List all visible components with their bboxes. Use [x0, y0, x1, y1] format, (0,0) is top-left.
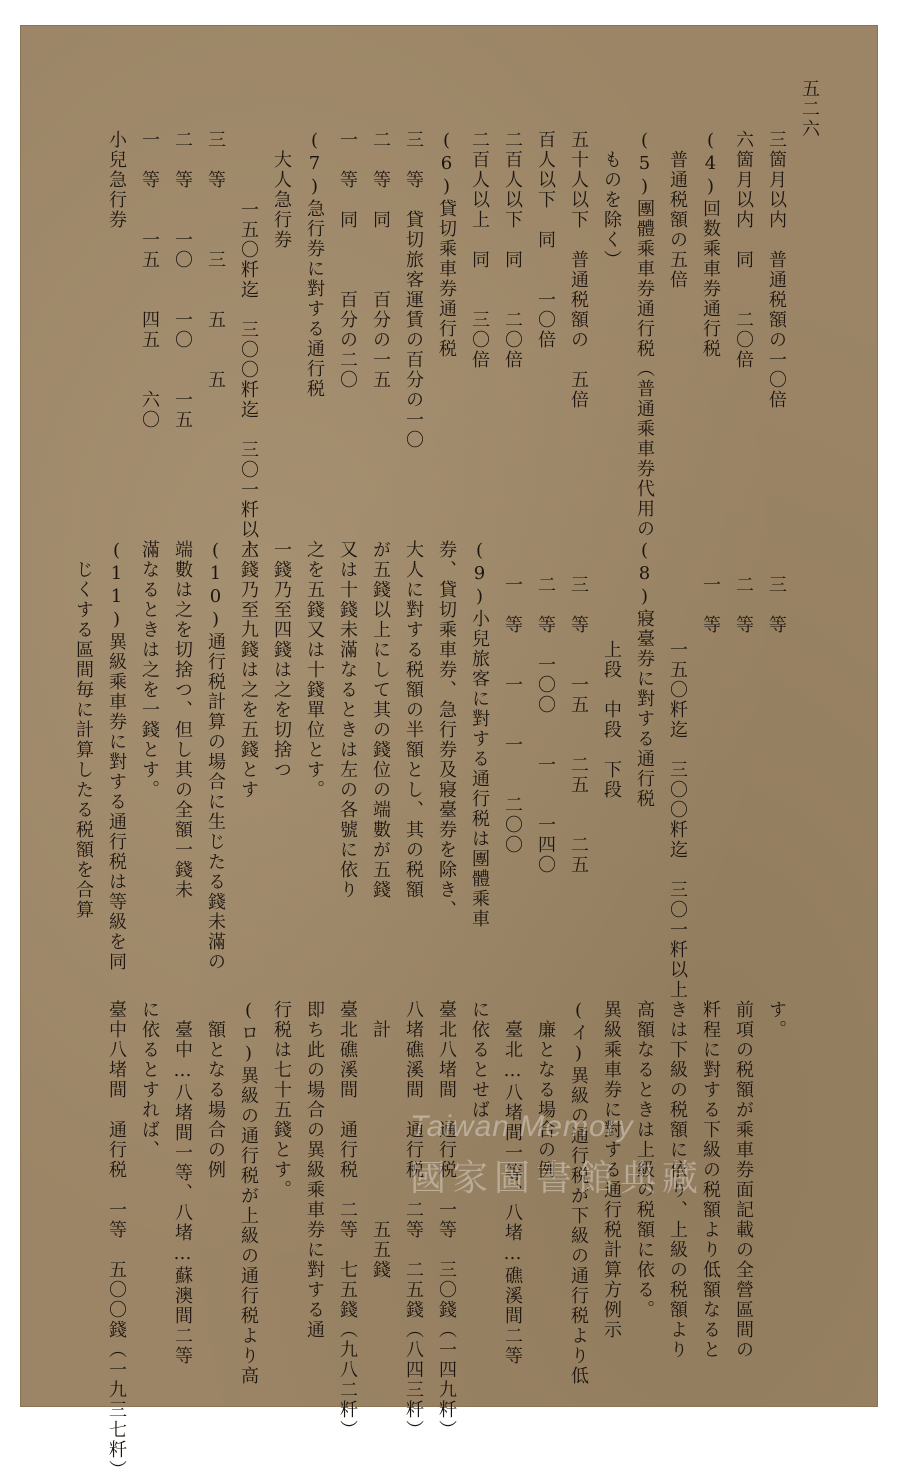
- watermark: [410, 1110, 704, 1201]
- text-column: 百人以下 同 一〇倍: [535, 130, 556, 350]
- watermark-english: Taiwan Memory: [410, 1110, 634, 1143]
- text-column: (8)寢臺券に對する通行税: [634, 540, 655, 809]
- text-column: 異級乘車券に對する通行税計算方例示: [601, 1000, 622, 1340]
- text-column: 端數は之を切捨つ、但し其の全額一錢未: [172, 540, 193, 900]
- text-column: 一 等: [700, 575, 721, 635]
- text-column: (イ)異級の通行税が下級の通行税より低: [568, 1000, 589, 1386]
- text-column: 一錢乃至四錢は之を切捨つ: [271, 540, 292, 780]
- text-column: 普通税額の五倍: [667, 150, 688, 290]
- text-column: 二百人以上 同 三〇倍: [469, 130, 490, 370]
- text-column: 臺北礁溪間 通行税 二等 七五錢（九八二粁）: [337, 1000, 358, 1440]
- text-column: 三 等 三 五 五: [205, 130, 226, 390]
- text-column: 二 等 同 百分の一五: [370, 130, 391, 390]
- text-column: に依るとすれば、: [139, 1000, 160, 1160]
- text-column: (ロ)異級の通行税が上級の通行税より高: [238, 1000, 259, 1386]
- text-column: 前項の税額が乘車券面記載の全營區間の: [733, 1000, 754, 1360]
- text-column: 額となる場合の例: [205, 1020, 226, 1180]
- text-column: 滿なるときは之を一錢とす。: [139, 540, 160, 800]
- text-column: 二百人以下 同 二〇倍: [502, 130, 523, 370]
- text-column: が五錢以上にして其の錢位の端數が五錢: [370, 540, 391, 900]
- text-column: 六箇月以内 同 二〇倍: [733, 130, 754, 370]
- text-column: 一 等 一五 四五 六〇: [139, 130, 160, 430]
- page-number: 五二六: [799, 79, 820, 139]
- text-column: 一五〇粁迄 三〇〇粁迄 三〇一粁以上: [238, 200, 259, 560]
- text-column: 六錢乃至九錢は之を五錢とす: [238, 540, 259, 800]
- text-column: 計 五五錢: [370, 1000, 391, 1280]
- text-column: 三 等 貸切旅客運賃の百分の一〇: [403, 130, 424, 450]
- text-column: 粁程に對する下級の税額より低額なると: [700, 1000, 721, 1360]
- text-column: (4)回数乘車券通行税: [700, 130, 721, 359]
- text-column: 大人急行券: [271, 150, 292, 250]
- text-column: 一 等 同 百分の二〇: [337, 130, 358, 390]
- text-column: 二 等 一〇〇 一 一四〇: [535, 575, 556, 875]
- document-page: [20, 25, 878, 1480]
- text-column: 券、貸切乘車券、急行券及寢臺券を除き、: [436, 540, 457, 920]
- text-column: 又は十錢未滿なるときは左の各號に依り: [337, 540, 358, 900]
- text-column: 三 等: [766, 575, 787, 635]
- text-column: 高額なるときは上級の税額に依る。: [634, 1000, 655, 1320]
- text-column: 三箇月以内 普通税額の一〇倍: [766, 130, 787, 410]
- text-column: 二 等 一〇 一〇 一五: [172, 130, 193, 430]
- watermark-chinese: 國家圖書館典藏: [410, 1158, 705, 1199]
- text-column: 即ち此の場合の異級乘車券に對する通: [304, 1000, 325, 1340]
- text-column: じくする區間毎に計算したる税額を合算: [73, 560, 94, 920]
- text-column: 廉となる場合の例: [535, 1020, 556, 1180]
- text-column: 臺北八堵間 通行税 一等 三〇錢（一四九粁）: [436, 1000, 457, 1440]
- text-column: に依るとせば: [469, 1000, 490, 1120]
- text-column: 五十人以下 普通税額の 五倍: [568, 130, 589, 410]
- text-column: きは下級の税額に依り、上級の税額より: [667, 1000, 688, 1360]
- text-column: 八堵礁溪間 通行税 二等 二五錢（八四三粁）: [403, 1000, 424, 1440]
- text-column: ものを除く）: [601, 150, 622, 270]
- text-column: 臺中八堵間 通行税 一等 五〇〇錢（一九三七粁）: [106, 1000, 127, 1480]
- text-column: 臺中…八堵間一等、八堵…蘇澳間二等: [172, 1020, 193, 1366]
- text-column: 行税は七十五錢とす。: [271, 1000, 292, 1200]
- text-column: (10)通行税計算の場合に生じたる錢未滿の: [205, 540, 226, 972]
- text-column: 之を五錢又は十錢單位とす。: [304, 540, 325, 800]
- text-column: 二 等: [733, 575, 754, 635]
- text-column: す。: [766, 1000, 787, 1040]
- text-column: (11)異級乘車券に對する通行税は等級を同: [106, 540, 127, 972]
- text-column: 一 等 一 一 二〇〇: [502, 575, 523, 855]
- text-column: 臺北…八堵間一等、八堵…礁溪間二等: [502, 1020, 523, 1366]
- text-column: 小兒急行券: [106, 130, 127, 230]
- text-column: (5)團體乘車券通行税（普通乘車券代用の: [634, 130, 655, 539]
- text-column: (7)急行券に對する通行税: [304, 130, 325, 399]
- text-column: 三 等 一五 二五 二五: [568, 575, 589, 875]
- text-column: (6)貸切乘車券通行税: [436, 130, 457, 359]
- text-column: 上段 中段 下段: [601, 640, 622, 800]
- text-column: 大人に對する税額の半額とし、其の税額: [403, 540, 424, 900]
- text-column: 一五〇粁迄 三〇〇粁迄 三〇一粁以上: [667, 640, 688, 1000]
- text-column: (9)小兒旅客に對する通行税は團體乘車: [469, 540, 490, 929]
